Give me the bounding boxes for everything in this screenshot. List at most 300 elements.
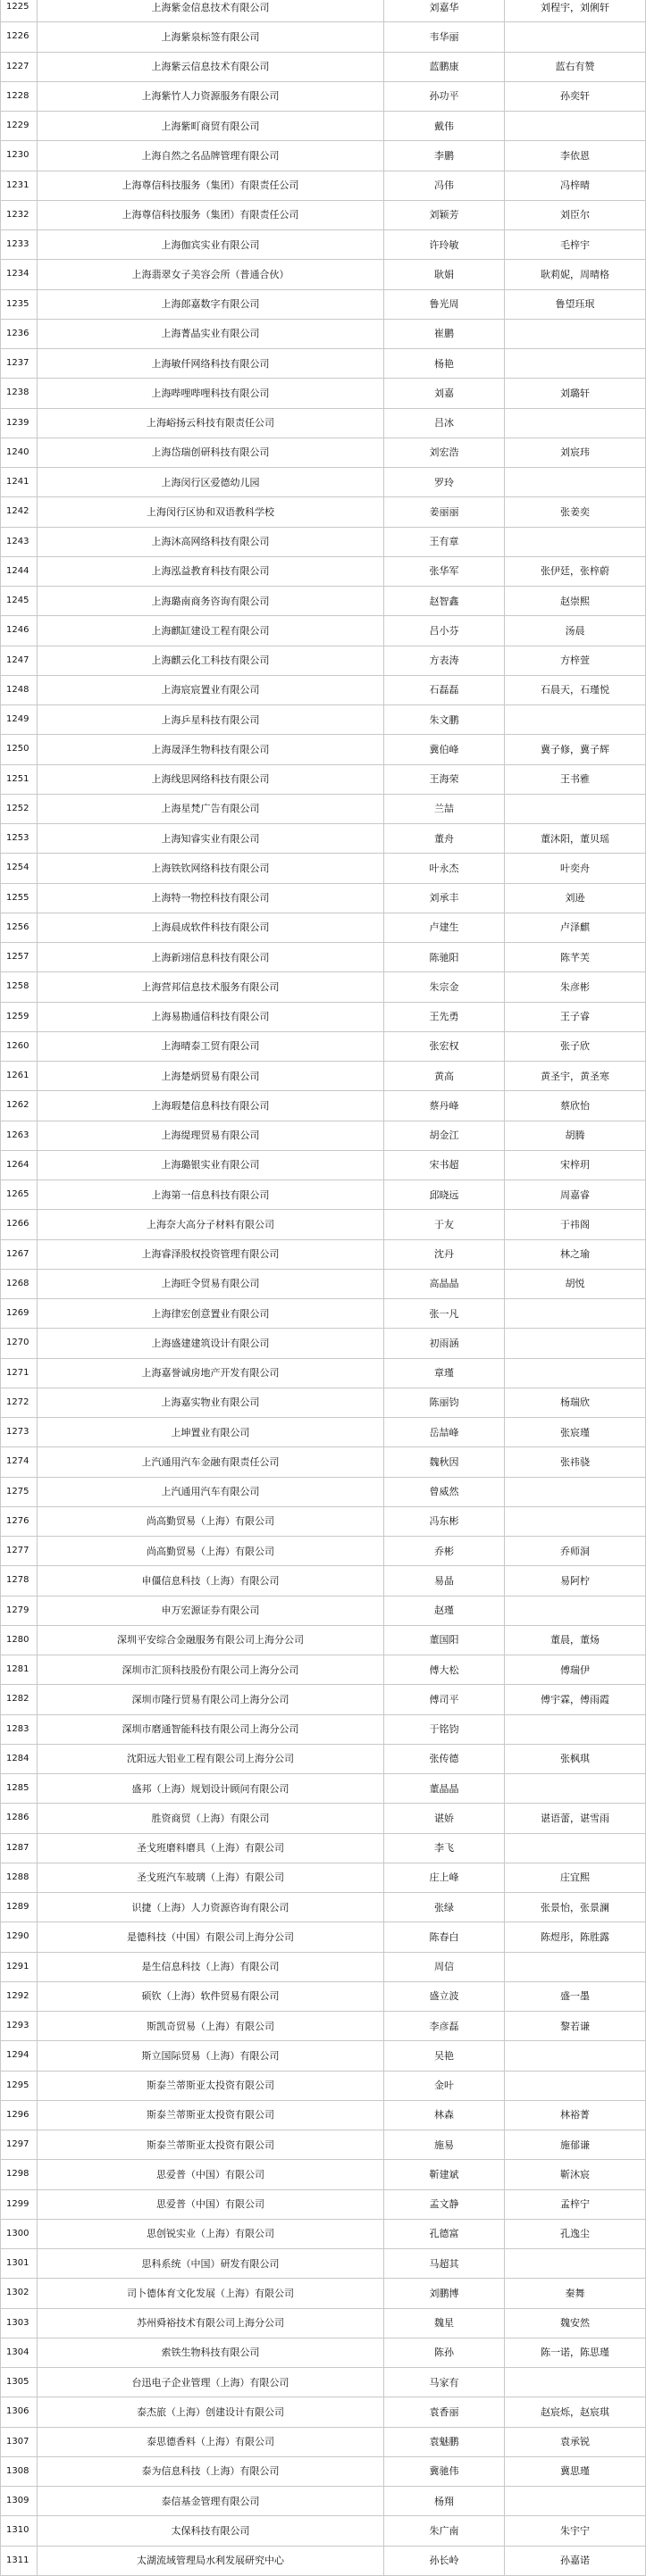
table-row bbox=[0, 1596, 646, 1626]
table-row bbox=[0, 824, 646, 854]
related-names-cell: 卢泽麒 bbox=[505, 913, 646, 942]
row-number-cell: 1241 bbox=[0, 468, 38, 496]
row-number-cell: 1281 bbox=[0, 1655, 38, 1684]
row-number-cell: 1248 bbox=[0, 676, 38, 704]
person-name-cell: 邱晓远 bbox=[384, 1180, 505, 1209]
company-name-cell: 思科系统（中国）研发有限公司 bbox=[38, 2249, 384, 2278]
row-number-cell: 1227 bbox=[0, 53, 38, 81]
row-number-cell: 1296 bbox=[0, 2101, 38, 2130]
related-names-cell bbox=[505, 2487, 646, 2515]
company-name-cell: 斯凯奇贸易（上海）有限公司 bbox=[38, 2012, 384, 2040]
row-number-cell: 1283 bbox=[0, 1715, 38, 1744]
row-number-cell: 1294 bbox=[0, 2041, 38, 2070]
company-name-cell: 深圳平安综合金融服务有限公司上海分公司 bbox=[38, 1626, 384, 1655]
company-name-cell: 司卜德体育文化发展（上海）有限公司 bbox=[38, 2279, 384, 2307]
row-number-cell: 1289 bbox=[0, 1893, 38, 1922]
company-name-cell: 上海麒云化工科技有限公司 bbox=[38, 646, 384, 675]
person-name-cell: 胡金江 bbox=[384, 1121, 505, 1150]
related-names-cell: 林之瑜 bbox=[505, 1240, 646, 1269]
person-name-cell: 魏星 bbox=[384, 2309, 505, 2338]
table-row bbox=[0, 290, 646, 320]
related-names-cell: 傅宇霖，傅雨霞 bbox=[505, 1685, 646, 1713]
company-name-cell: 泰思德香料（上海）有限公司 bbox=[38, 2428, 384, 2456]
table-row bbox=[0, 972, 646, 1002]
row-number-cell: 1302 bbox=[0, 2279, 38, 2307]
row-number-cell: 1243 bbox=[0, 528, 38, 556]
company-name-cell: 台迅电子企业管理（上海）有限公司 bbox=[38, 2368, 384, 2397]
row-number-cell: 1233 bbox=[0, 230, 38, 259]
row-number-cell: 1245 bbox=[0, 587, 38, 615]
company-name-cell: 上海紫泉标签有限公司 bbox=[38, 22, 384, 51]
related-names-cell: 刘臣尔 bbox=[505, 201, 646, 229]
row-number-cell: 1229 bbox=[0, 112, 38, 140]
related-names-cell bbox=[505, 1953, 646, 1981]
row-number-cell: 1258 bbox=[0, 972, 38, 1001]
table-row bbox=[0, 379, 646, 408]
row-number-cell: 1232 bbox=[0, 201, 38, 229]
row-number-cell: 1300 bbox=[0, 2220, 38, 2248]
person-name-cell: 高晶晶 bbox=[384, 1270, 505, 1298]
related-names-cell: 张姜奕 bbox=[505, 497, 646, 526]
related-names-cell: 盛一墨 bbox=[505, 1982, 646, 2011]
person-name-cell: 杨艳 bbox=[384, 349, 505, 378]
related-names-cell: 乔师洞 bbox=[505, 1537, 646, 1565]
company-name-cell: 上海麒缸建设工程有限公司 bbox=[38, 616, 384, 645]
person-name-cell: 卢建生 bbox=[384, 913, 505, 942]
person-name-cell: 吴艳 bbox=[384, 2041, 505, 2070]
table-row bbox=[0, 705, 646, 735]
person-name-cell: 沈丹 bbox=[384, 1240, 505, 1269]
table-row bbox=[0, 2428, 646, 2457]
table-row bbox=[0, 557, 646, 587]
related-names-cell: 黄圣宇，黄圣寒 bbox=[505, 1062, 646, 1090]
company-name-cell: 上海晟泽生物科技有限公司 bbox=[38, 735, 384, 763]
table-row bbox=[0, 1447, 646, 1477]
table-row bbox=[0, 587, 646, 616]
row-number-cell: 1225 bbox=[0, 0, 38, 21]
person-name-cell: 石磊磊 bbox=[384, 676, 505, 704]
row-number-cell: 1262 bbox=[0, 1091, 38, 1120]
row-number-cell: 1270 bbox=[0, 1329, 38, 1357]
company-name-cell: 盛邦（上海）规划设计顾问有限公司 bbox=[38, 1774, 384, 1803]
related-names-cell bbox=[505, 468, 646, 496]
related-names-cell: 刘宸玮 bbox=[505, 438, 646, 467]
row-number-cell: 1292 bbox=[0, 1982, 38, 2011]
table-row bbox=[0, 1299, 646, 1329]
company-name-cell: 斯泰兰蒂斯亚太投资有限公司 bbox=[38, 2130, 384, 2159]
company-name-cell: 识捷（上海）人力资源咨询有限公司 bbox=[38, 1893, 384, 1922]
person-name-cell: 董舟 bbox=[384, 824, 505, 853]
company-name-cell: 上海沐高网络科技有限公司 bbox=[38, 528, 384, 556]
table-row bbox=[0, 1478, 646, 1507]
row-number-cell: 1308 bbox=[0, 2457, 38, 2486]
company-name-cell: 上海晨成软件科技有限公司 bbox=[38, 913, 384, 942]
company-name-cell: 是德科技（中国）有限公司上海分公司 bbox=[38, 1922, 384, 1951]
company-name-cell: 上海宸宸置业有限公司 bbox=[38, 676, 384, 704]
person-name-cell: 李彦磊 bbox=[384, 2012, 505, 2040]
row-number-cell: 1244 bbox=[0, 557, 38, 586]
row-number-cell: 1251 bbox=[0, 765, 38, 794]
person-name-cell: 赵瑾 bbox=[384, 1596, 505, 1625]
table-row bbox=[0, 1003, 646, 1032]
person-name-cell: 黄高 bbox=[384, 1062, 505, 1090]
person-name-cell: 吕小芬 bbox=[384, 616, 505, 645]
related-names-cell: 秦舞 bbox=[505, 2279, 646, 2307]
related-names-cell: 董沐阳，董贝瑶 bbox=[505, 824, 646, 853]
company-name-cell: 申万宏源证券有限公司 bbox=[38, 1596, 384, 1625]
person-name-cell: 蔡丹峰 bbox=[384, 1091, 505, 1120]
related-names-cell: 张宸瑾 bbox=[505, 1418, 646, 1446]
row-number-cell: 1237 bbox=[0, 349, 38, 378]
company-name-cell: 尚高勤贸易（上海）有限公司 bbox=[38, 1507, 384, 1536]
company-name-cell: 深圳市隆行贸易有限公司上海分公司 bbox=[38, 1685, 384, 1713]
related-names-cell: 刘程宇，刘俐轩 bbox=[505, 0, 646, 21]
person-name-cell: 周信 bbox=[384, 1953, 505, 1981]
company-name-cell: 上海嘉实物业有限公司 bbox=[38, 1388, 384, 1417]
related-names-cell: 刘璐轩 bbox=[505, 379, 646, 407]
row-number-cell: 1298 bbox=[0, 2160, 38, 2188]
row-number-cell: 1291 bbox=[0, 1953, 38, 1981]
related-names-cell: 易阿柠 bbox=[505, 1566, 646, 1595]
related-names-cell: 石晨天，石瑾悦 bbox=[505, 676, 646, 704]
person-name-cell: 董晶晶 bbox=[384, 1774, 505, 1803]
person-name-cell: 孟文静 bbox=[384, 2190, 505, 2219]
row-number-cell: 1261 bbox=[0, 1062, 38, 1090]
row-number-cell: 1307 bbox=[0, 2428, 38, 2456]
related-names-cell bbox=[505, 1507, 646, 1536]
person-name-cell: 陈春白 bbox=[384, 1922, 505, 1951]
company-name-cell: 沈阳远大铝业工程有限公司上海分公司 bbox=[38, 1745, 384, 1773]
company-name-cell: 上海翡翠女子美容会所（普通合伙） bbox=[38, 260, 384, 288]
related-names-cell: 冀子修，冀子辉 bbox=[505, 735, 646, 763]
table-row bbox=[0, 943, 646, 972]
company-name-cell: 上海线思网络科技有限公司 bbox=[38, 765, 384, 794]
related-names-cell bbox=[505, 2041, 646, 2070]
company-name-cell: 上海乒星科技有限公司 bbox=[38, 705, 384, 734]
person-name-cell: 初雨涵 bbox=[384, 1329, 505, 1357]
table-row bbox=[0, 2457, 646, 2487]
table-row bbox=[0, 2516, 646, 2546]
company-name-cell: 上海闵行区爱德幼儿园 bbox=[38, 468, 384, 496]
company-name-cell: 上海易勘通信科技有限公司 bbox=[38, 1003, 384, 1031]
company-name-cell: 上海第一信息科技有限公司 bbox=[38, 1180, 384, 1209]
company-name-cell: 上海尊信科技服务（集团）有限责任公司 bbox=[38, 171, 384, 200]
row-number-cell: 1260 bbox=[0, 1032, 38, 1061]
related-names-cell bbox=[505, 320, 646, 348]
person-name-cell: 吕冰 bbox=[384, 409, 505, 438]
table-row bbox=[0, 320, 646, 349]
company-name-cell: 上海自然之名品牌管理有限公司 bbox=[38, 141, 384, 170]
row-number-cell: 1303 bbox=[0, 2309, 38, 2338]
person-name-cell: 叶永杰 bbox=[384, 854, 505, 882]
table-row bbox=[0, 2220, 646, 2249]
row-number-cell: 1274 bbox=[0, 1447, 38, 1476]
row-number-cell: 1267 bbox=[0, 1240, 38, 1269]
table-row bbox=[0, 913, 646, 943]
row-number-cell: 1231 bbox=[0, 171, 38, 200]
table-row bbox=[0, 2130, 646, 2160]
table-row bbox=[0, 409, 646, 438]
table-row bbox=[0, 1745, 646, 1774]
row-number-cell: 1253 bbox=[0, 824, 38, 853]
company-name-cell: 思爱普（中国）有限公司 bbox=[38, 2190, 384, 2219]
related-names-cell: 耿莉妮，周晴格 bbox=[505, 260, 646, 288]
company-name-cell: 尚高勤贸易（上海）有限公司 bbox=[38, 1537, 384, 1565]
person-name-cell: 冀伯峰 bbox=[384, 735, 505, 763]
person-name-cell: 马超其 bbox=[384, 2249, 505, 2278]
related-names-cell: 毛梓宇 bbox=[505, 230, 646, 259]
company-name-cell: 上海知睿实业有限公司 bbox=[38, 824, 384, 853]
person-name-cell: 陈丽钧 bbox=[384, 1388, 505, 1417]
table-row bbox=[0, 1834, 646, 1863]
person-name-cell: 杨翔 bbox=[384, 2487, 505, 2515]
related-names-cell: 刘逊 bbox=[505, 884, 646, 913]
table-row bbox=[0, 795, 646, 824]
company-name-cell: 深圳市汇顶科技股份有限公司上海分公司 bbox=[38, 1655, 384, 1684]
related-names-cell: 冯梓晴 bbox=[505, 171, 646, 200]
row-number-cell: 1242 bbox=[0, 497, 38, 526]
row-number-cell: 1230 bbox=[0, 141, 38, 170]
table-row bbox=[0, 1922, 646, 1952]
table-row bbox=[0, 1537, 646, 1566]
related-names-cell bbox=[505, 409, 646, 438]
related-names-cell bbox=[505, 1715, 646, 1744]
company-name-cell: 上海特一物控科技有限公司 bbox=[38, 884, 384, 913]
company-name-cell: 上汽通用汽车有限公司 bbox=[38, 1478, 384, 1506]
table-row bbox=[0, 1359, 646, 1388]
row-number-cell: 1228 bbox=[0, 82, 38, 111]
company-name-cell: 上海哔哩哔哩科技有限公司 bbox=[38, 379, 384, 407]
person-name-cell: 冀驰伟 bbox=[384, 2457, 505, 2486]
company-name-cell: 申僵信息科技（上海）有限公司 bbox=[38, 1566, 384, 1595]
person-name-cell: 施易 bbox=[384, 2130, 505, 2159]
table-row bbox=[0, 2547, 646, 2576]
company-name-cell: 泰为信息科技（上海）有限公司 bbox=[38, 2457, 384, 2486]
company-name-cell: 硕钦（上海）软件贸易有限公司 bbox=[38, 1982, 384, 2011]
row-number-cell: 1277 bbox=[0, 1537, 38, 1565]
related-names-cell bbox=[505, 1299, 646, 1328]
company-name-cell: 索铁生物科技有限公司 bbox=[38, 2338, 384, 2367]
row-number-cell: 1311 bbox=[0, 2547, 38, 2575]
person-name-cell: 金叶 bbox=[384, 2072, 505, 2100]
person-name-cell: 方表涛 bbox=[384, 646, 505, 675]
row-number-cell: 1263 bbox=[0, 1121, 38, 1150]
table-row bbox=[0, 22, 646, 52]
person-name-cell: 王海荣 bbox=[384, 765, 505, 794]
table-row bbox=[0, 141, 646, 171]
person-name-cell: 王有章 bbox=[384, 528, 505, 556]
person-name-cell: 乔彬 bbox=[384, 1537, 505, 1565]
table-row bbox=[0, 201, 646, 230]
company-name-cell: 上海奈大高分子材料有限公司 bbox=[38, 1210, 384, 1238]
table-row bbox=[0, 1507, 646, 1537]
person-name-cell: 孔德富 bbox=[384, 2220, 505, 2248]
table-row bbox=[0, 1863, 646, 1893]
related-names-cell bbox=[505, 1478, 646, 1506]
related-names-cell: 宋梓玥 bbox=[505, 1151, 646, 1180]
person-name-cell: 马家有 bbox=[384, 2368, 505, 2397]
related-names-cell: 赵宸烁，赵宸琪 bbox=[505, 2397, 646, 2426]
company-name-cell: 上海岱瑞创研科技有限公司 bbox=[38, 438, 384, 467]
table-row bbox=[0, 438, 646, 468]
person-name-cell: 于铭钧 bbox=[384, 1715, 505, 1744]
person-name-cell: 蓝鹏康 bbox=[384, 53, 505, 81]
table-row bbox=[0, 2279, 646, 2308]
person-name-cell: 张一凡 bbox=[384, 1299, 505, 1328]
company-name-cell: 上海缇理贸易有限公司 bbox=[38, 1121, 384, 1150]
related-names-cell bbox=[505, 1834, 646, 1863]
company-name-cell: 上海璐银实业有限公司 bbox=[38, 1151, 384, 1180]
related-names-cell: 赵崇熙 bbox=[505, 587, 646, 615]
person-name-cell: 朱宗金 bbox=[384, 972, 505, 1001]
row-number-cell: 1234 bbox=[0, 260, 38, 288]
row-number-cell: 1236 bbox=[0, 320, 38, 348]
company-name-cell: 圣戈班磨料磨具（上海）有限公司 bbox=[38, 1834, 384, 1863]
company-name-cell: 上海楚炳贸易有限公司 bbox=[38, 1062, 384, 1090]
table-row bbox=[0, 1715, 646, 1745]
related-names-cell bbox=[505, 2249, 646, 2278]
row-number-cell: 1238 bbox=[0, 379, 38, 407]
table-row bbox=[0, 497, 646, 527]
company-name-cell: 太保科技有限公司 bbox=[38, 2516, 384, 2545]
row-number-cell: 1305 bbox=[0, 2368, 38, 2397]
related-names-cell bbox=[505, 1359, 646, 1388]
person-name-cell: 韦华丽 bbox=[384, 22, 505, 51]
company-name-cell: 上海泓益教育科技有限公司 bbox=[38, 557, 384, 586]
row-number-cell: 1226 bbox=[0, 22, 38, 51]
row-number-cell: 1264 bbox=[0, 1151, 38, 1180]
row-number-cell: 1246 bbox=[0, 616, 38, 645]
person-name-cell: 刘嘉 bbox=[384, 379, 505, 407]
related-names-cell bbox=[505, 349, 646, 378]
company-name-cell: 胜资商贸（上海）有限公司 bbox=[38, 1804, 384, 1832]
table-row bbox=[0, 0, 646, 22]
row-number-cell: 1239 bbox=[0, 409, 38, 438]
row-number-cell: 1266 bbox=[0, 1210, 38, 1238]
table-row bbox=[0, 53, 646, 82]
table-row bbox=[0, 2160, 646, 2189]
person-name-cell: 李飞 bbox=[384, 1834, 505, 1863]
company-name-cell: 上海盛建建筑设计有限公司 bbox=[38, 1329, 384, 1357]
person-name-cell: 刘承丰 bbox=[384, 884, 505, 913]
table-row bbox=[0, 1329, 646, 1358]
row-number-cell: 1252 bbox=[0, 795, 38, 823]
table-row bbox=[0, 1210, 646, 1239]
company-name-cell: 上海紫云信息技术有限公司 bbox=[38, 53, 384, 81]
table-row bbox=[0, 1774, 646, 1804]
company-name-cell: 上海紫金信息技术有限公司 bbox=[38, 0, 384, 21]
person-name-cell: 曾威然 bbox=[384, 1478, 505, 1506]
row-number-cell: 1288 bbox=[0, 1863, 38, 1892]
person-name-cell: 李鹏 bbox=[384, 141, 505, 170]
row-number-cell: 1240 bbox=[0, 438, 38, 467]
table-row bbox=[0, 1893, 646, 1922]
table-row bbox=[0, 2338, 646, 2368]
row-number-cell: 1271 bbox=[0, 1359, 38, 1388]
related-names-cell: 朱宇宁 bbox=[505, 2516, 646, 2545]
table-row bbox=[0, 1804, 646, 1833]
person-name-cell: 易晶 bbox=[384, 1566, 505, 1595]
table-row bbox=[0, 349, 646, 379]
related-names-cell: 张枫琪 bbox=[505, 1745, 646, 1773]
related-names-cell: 胡悦 bbox=[505, 1270, 646, 1298]
row-number-cell: 1249 bbox=[0, 705, 38, 734]
person-name-cell: 袁香丽 bbox=[384, 2397, 505, 2426]
person-name-cell: 崔鹏 bbox=[384, 320, 505, 348]
person-name-cell: 冯伟 bbox=[384, 171, 505, 200]
related-names-cell: 靳沐宸 bbox=[505, 2160, 646, 2188]
related-names-cell: 陈煜彤，陈胜露 bbox=[505, 1922, 646, 1951]
related-names-cell bbox=[505, 1329, 646, 1357]
person-name-cell: 朱广南 bbox=[384, 2516, 505, 2545]
person-name-cell: 岳喆峰 bbox=[384, 1418, 505, 1446]
table-row bbox=[0, 2041, 646, 2071]
row-number-cell: 1287 bbox=[0, 1834, 38, 1863]
row-number-cell: 1304 bbox=[0, 2338, 38, 2367]
person-name-cell: 宋书超 bbox=[384, 1151, 505, 1180]
related-names-cell bbox=[505, 22, 646, 51]
table-row bbox=[0, 2397, 646, 2427]
company-name-cell: 斯泰兰蒂斯亚太投资有限公司 bbox=[38, 2101, 384, 2130]
table-row bbox=[0, 2101, 646, 2130]
table-row bbox=[0, 1121, 646, 1151]
related-names-cell: 方梓萱 bbox=[505, 646, 646, 675]
table-row bbox=[0, 1953, 646, 1982]
company-name-cell: 苏州舜裕技术有限公司上海分公司 bbox=[38, 2309, 384, 2338]
table-row bbox=[0, 1982, 646, 2012]
company-name-cell: 上海星梵广告有限公司 bbox=[38, 795, 384, 823]
company-name-cell: 太湖流域管理局水利发展研究中心 bbox=[38, 2547, 384, 2575]
person-name-cell: 章瑾 bbox=[384, 1359, 505, 1388]
table-row bbox=[0, 1151, 646, 1180]
row-number-cell: 1259 bbox=[0, 1003, 38, 1031]
person-name-cell: 魏秋因 bbox=[384, 1447, 505, 1476]
row-number-cell: 1273 bbox=[0, 1418, 38, 1446]
person-name-cell: 张宏权 bbox=[384, 1032, 505, 1061]
row-number-cell: 1309 bbox=[0, 2487, 38, 2515]
company-name-cell: 是生信息科技（上海）有限公司 bbox=[38, 1953, 384, 1981]
related-names-cell: 董晨，董炀 bbox=[505, 1626, 646, 1655]
related-names-cell: 孔逸尘 bbox=[505, 2220, 646, 2248]
company-name-cell: 上汽通用汽车金融有限责任公司 bbox=[38, 1447, 384, 1476]
table-row bbox=[0, 2072, 646, 2101]
person-name-cell: 袁魅鹏 bbox=[384, 2428, 505, 2456]
table-row bbox=[0, 1418, 646, 1447]
related-names-cell: 魏安然 bbox=[505, 2309, 646, 2338]
table-row bbox=[0, 2309, 646, 2338]
company-name-cell: 上海营邦信息技术服务有限公司 bbox=[38, 972, 384, 1001]
related-names-cell: 杨瑞欣 bbox=[505, 1388, 646, 1417]
related-names-cell: 蓝右有赞 bbox=[505, 53, 646, 81]
company-name-cell: 斯泰兰蒂斯亚太投资有限公司 bbox=[38, 2072, 384, 2100]
person-name-cell: 谌娇 bbox=[384, 1804, 505, 1832]
person-name-cell: 于友 bbox=[384, 1210, 505, 1238]
related-names-cell: 冀思瑾 bbox=[505, 2457, 646, 2486]
related-names-cell bbox=[505, 2368, 646, 2397]
company-name-cell: 思创锐实业（上海）有限公司 bbox=[38, 2220, 384, 2248]
table-row bbox=[0, 1032, 646, 1062]
company-name-cell: 泰杰旅（上海）创建设计有限公司 bbox=[38, 2397, 384, 2426]
person-name-cell: 刘嘉华 bbox=[384, 0, 505, 21]
company-name-cell: 上海璐南商务咨询有限公司 bbox=[38, 587, 384, 615]
table-row bbox=[0, 171, 646, 201]
company-name-cell: 上海律宏创意置业有限公司 bbox=[38, 1299, 384, 1328]
person-name-cell: 陈孙 bbox=[384, 2338, 505, 2367]
person-name-cell: 刘鹏博 bbox=[384, 2279, 505, 2307]
row-number-cell: 1268 bbox=[0, 1270, 38, 1298]
person-name-cell: 张华军 bbox=[384, 557, 505, 586]
table-row bbox=[0, 1091, 646, 1121]
